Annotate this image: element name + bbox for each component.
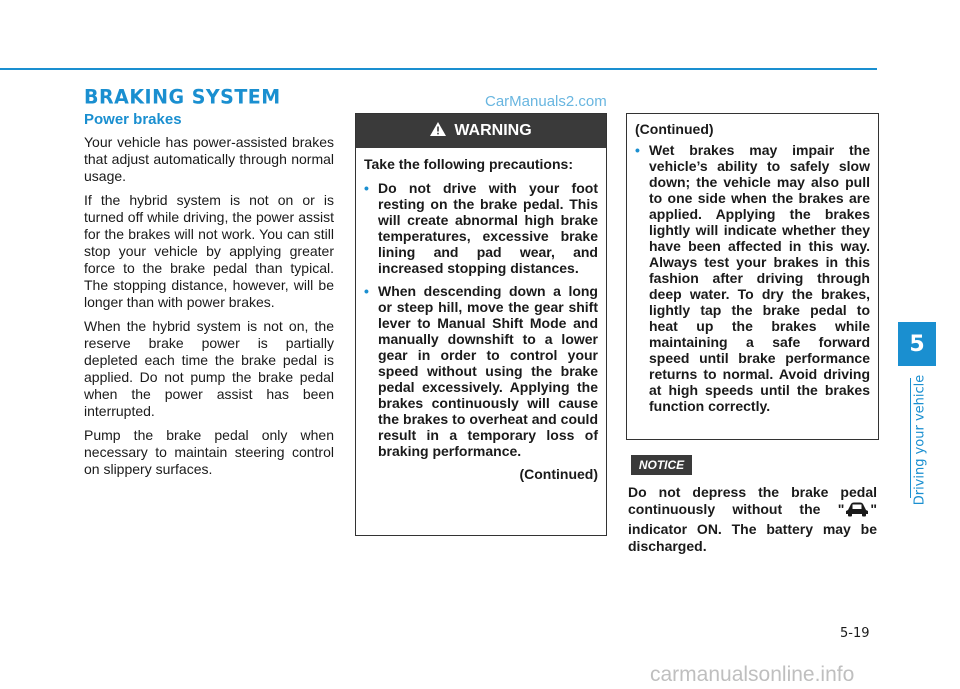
warning-body <box>356 148 606 482</box>
continued-label: (Continued) <box>519 466 598 482</box>
notice-text-before: Do not depress the brake pedal continuously without the " <box>628 484 877 517</box>
bullet-text: When descending down a long or steep hill, move the gear shift lever to Manual Shift Mode and manually downshift to a lower gear in order to control your speed without using the brake pedal excessively. Applying the brakes continuously will cause the brakes to overheat and could result in a temporary loss of braking performance. <box>378 283 598 459</box>
section-title: BRAKING SYSTEM <box>84 85 281 109</box>
bullet-icon: • <box>364 180 369 196</box>
warning-continued-list <box>635 142 870 414</box>
paragraph: Your vehicle has power-assisted brakes that adjust automatically through normal usage. <box>84 134 334 184</box>
watermark-bottom[interactable]: carmanualsonline.info <box>650 663 855 686</box>
warning-continued-body <box>627 114 878 414</box>
list-item <box>364 283 598 459</box>
subheading-power-brakes: Power brakes <box>84 111 182 128</box>
warning-list <box>364 180 598 459</box>
bullet-text: Wet brakes may impair the vehicle’s ability to safely slow down; the vehicle may also pull to one side when the brakes are applied. Applying the brakes lightly will indicate whether they have been affected in this way. Always test your brakes in this fashion after driving through deep water. To dry the brakes, lightly tap the brake pedal to heat up the brakes while maintaining a safe forward speed until brake performance returns to normal. Avoid driving at high speeds until the brakes function correctly. <box>649 142 870 414</box>
bullet-icon: • <box>635 142 640 158</box>
watermark-top[interactable]: CarManuals2.com <box>485 93 607 110</box>
list-item <box>364 180 598 276</box>
column-power-brakes <box>84 111 334 485</box>
paragraph: If the hybrid system is not on or is turned off while driving, the power assist for the brakes will not work. You can still stop your vehicle by applying greater force to the brake pedal than typical. The stopping distance, however, will be longer than with power brakes. <box>84 192 334 310</box>
list-item <box>635 142 870 414</box>
ready-car-icon <box>844 501 870 521</box>
chapter-tab: 5 <box>898 322 936 366</box>
side-rule <box>910 378 911 498</box>
warning-triangle-icon <box>430 122 446 141</box>
notice-text-after: " indicator ON. The battery may be discharged. <box>628 501 877 554</box>
bullet-icon: • <box>364 283 369 299</box>
chapter-label: Driving your vehicle <box>912 374 928 506</box>
paragraph: Pump the brake pedal only when necessary to maintain steering control on slippery surfaces. <box>84 427 334 477</box>
warning-header <box>356 114 606 148</box>
page-number: 5-19 <box>840 626 870 641</box>
warning-intro: Take the following precautions: <box>364 156 573 172</box>
warning-continued-box <box>626 113 879 440</box>
warning-title: WARNING <box>454 122 532 139</box>
bullet-text: Do not drive with your foot resting on the brake pedal. This will create abnormal high brake temperatures, excessive brake lining and pad wear, and increased stopping distances. <box>378 180 598 276</box>
continued-label: (Continued) <box>635 121 714 137</box>
top-rule <box>0 68 877 70</box>
notice-text <box>628 484 877 555</box>
paragraph: When the hybrid system is not on, the reserve brake power is partially depleted each time the brake pedal is applied. Do not pump the brake pedal when the power assist has been interrupted. <box>84 318 334 419</box>
notice-badge: NOTICE <box>631 455 692 475</box>
warning-box <box>355 113 607 536</box>
